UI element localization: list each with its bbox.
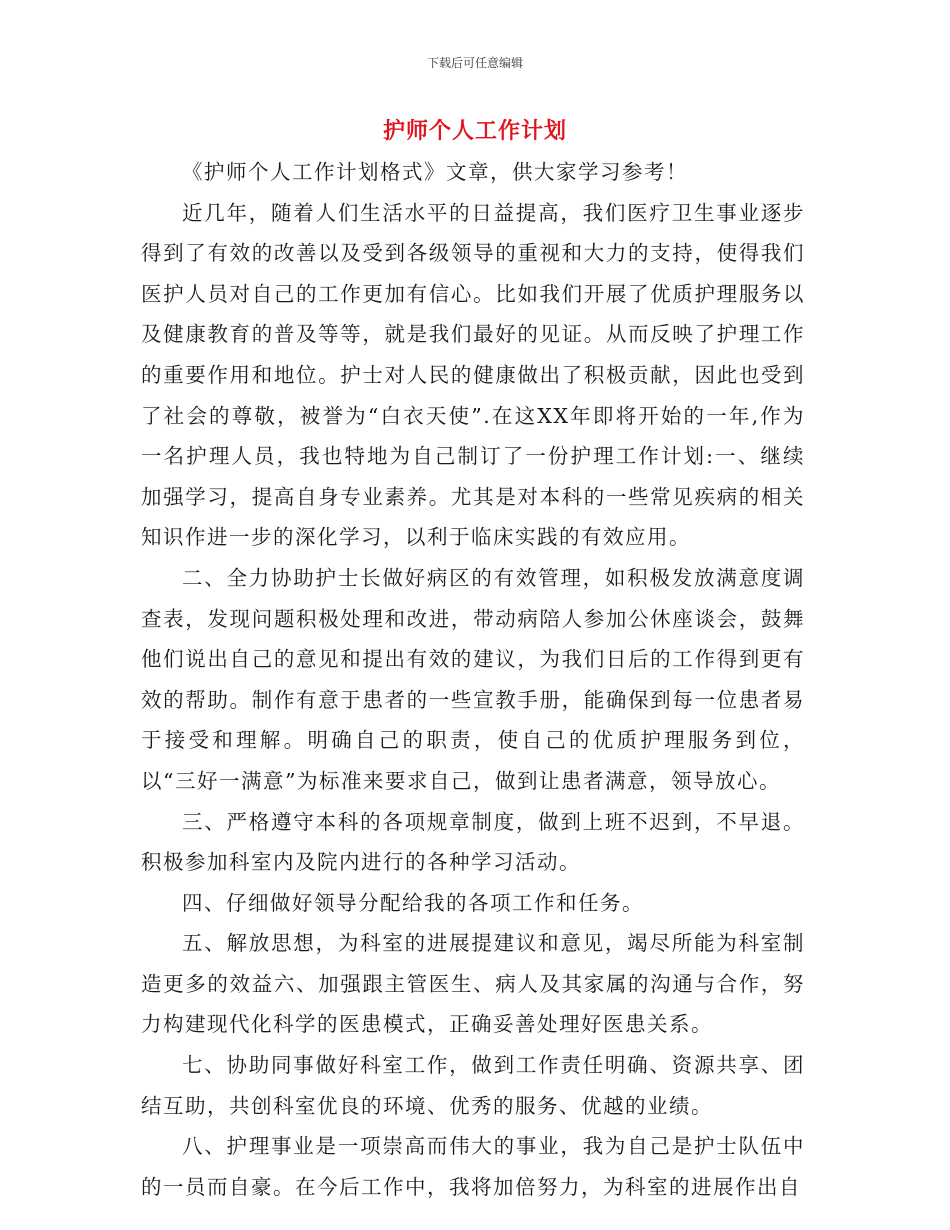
paragraph-1: 近几年，随着人们生活水平的日益提高，我们医疗卫生事业逐步得到了有效的改善以及受到各级领导的重视和大力的支持，使得我们医护人员对自己的工作更加有信心。比如我们开展了优质护理服务以及健康教育的普及等等，就是我们最好的见证。从而反映了护理工作的重要作用和地位。护士对人民的健康做出了积极贡献，因此也受到了社会的尊敬，被誉为“白衣天使”.在这XX年即将开始的一年,作为一名护理人员，我也特地为自己制订了一份护理工作计划:一、继续加强学习，提高自身专业素养。尤其是对本科的一些常见疾病的相关知识作进一步的深化学习，以利于临床实践的有效应用。 <box>141 200 805 550</box>
paragraph-2: 二、全力协助护士长做好病区的有效管理，如积极发放满意度调查表，发现问题积极处理和改进，带动病陪人参加公休座谈会，鼓舞他们说出自己的意见和提出有效的建议，为我们日后的工作得到更有效的帮助。制作有意于患者的一些宣教手册，能确保到每一位患者易于接受和理解。明确自己的职责，使自己的优质护理服务到位，以“三好一满意”为标准来要求自己，做到让患者满意，领导放心。 <box>141 565 805 793</box>
paragraph-intro: 《护师个人工作计划格式》文章，供大家学习参考！ <box>182 160 688 184</box>
document-title: 护师个人工作计划 <box>382 119 567 144</box>
paragraph-4: 四、仔细做好领导分配给我的各项工作和任务。 <box>182 890 644 915</box>
paragraph-3: 三、严格遵守本科的各项规章制度，做到上班不迟到，不早退。积极参加科室内及院内进行的各种学习活动。 <box>141 809 805 875</box>
paragraph-8: 八、护理事业是一项崇高而伟大的事业，我为自己是护士队伍中的一员而自豪。在今后工作中，我将加倍努力，为科室的进展作出自 <box>141 1134 805 1199</box>
document-body <box>141 152 805 1207</box>
paragraph-7: 七、协助同事做好科室工作，做到工作责任明确、资源共享、团结互助，共创科室优良的环境、优秀的服务、优越的业绩。 <box>141 1053 805 1118</box>
paragraph-5: 五、解放思想，为科室的进展提建议和意见，竭尽所能为科室制造更多的效益六、加强跟主管医生、病人及其家属的沟通与合作，努力构建现代化科学的医患模式，正确妥善处理好医患关系。 <box>141 931 805 1037</box>
page-header: 下载后可任意编辑 <box>426 56 523 70</box>
